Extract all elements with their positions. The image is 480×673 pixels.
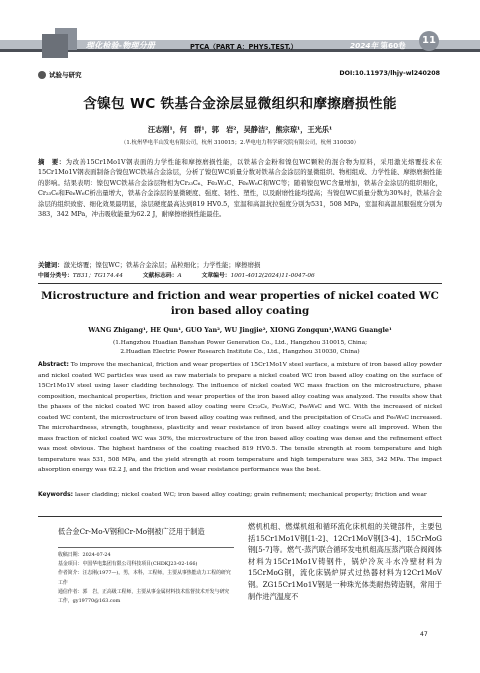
en-authors: WANG Zhigang¹, HE Qun¹, GUO Yan², WU Jingjie², XIONG Zongqun¹,WANG Guangle¹ xyxy=(88,326,392,334)
journal-volume: 第60卷 xyxy=(380,41,406,50)
clc: 中图分类号：TB31；TG174.44 xyxy=(38,273,123,279)
journal-logo-block xyxy=(42,34,68,58)
en-keywords-text: laser cladding; nickel coated WC; iron based alloy coating; grain refinement; mechanical property; friction and wear xyxy=(74,491,427,498)
cn-abstract-label: 摘 要： xyxy=(38,158,66,166)
cn-keywords-text: 激光熔覆；镍包WC；铁基合金涂层；晶粒细化；力学性能；摩擦磨损 xyxy=(63,261,261,269)
journal-header xyxy=(0,0,480,64)
footnote-author: 作者简介：汪志刚(1977—)，男，本科，工程师，主要从事热能动力工程的研究工作 xyxy=(58,570,231,586)
cn-affiliations: （1.杭州华电半山发电有限公司，杭州 310015；2.华电电力科学研究院有限公司，杭州 310030） xyxy=(120,140,360,146)
article-no: 文章编号：1001-4012(2024)11-0047-06 xyxy=(201,273,315,279)
divider-bottom xyxy=(38,516,442,517)
divider xyxy=(38,283,442,284)
en-keywords-label: Keywords: xyxy=(38,491,74,498)
body-right-column: 燃机机组、燃煤机组和循环流化床机组的关键部件，主要包括15Cr1Mo1V钢[1-2]、12Cr1MoV钢[3-4]、15CrMoG钢[5-7]等。燃气-蒸汽联合循环发电机组高压蒸汽联合阀阀体材料为15Cr1Mo1V铸钢件，锅炉冷灰斗水冷壁材料为15CrMoG钢，流化床锅炉屏式过热器材料为12Cr1MoV钢。ZG15Cr1Mo1V钢是一种珠光体类耐热铸造钢，常用于制作进汽温度不 xyxy=(248,522,442,601)
en-title: Microstructure and friction and wear properties of nickel coated WC iron based alloy coating xyxy=(41,290,439,317)
journal-name: PTCA（PART A：PHYS.TEST.） xyxy=(190,43,298,51)
en-affiliation-2: 2.Huadian Electric Power Research Institute Co., Ltd., Hangzhou 310030, China) xyxy=(120,349,360,355)
section-marker-icon xyxy=(38,71,46,79)
issue-badge: 11 xyxy=(419,31,439,51)
page-number: 47 xyxy=(420,631,428,638)
section-tag-text: 试验与研究 xyxy=(49,71,82,79)
journal-year: 2024年 xyxy=(350,41,378,50)
section-tag xyxy=(38,70,82,79)
journal-year-volume xyxy=(350,40,406,51)
en-affiliations xyxy=(38,339,442,357)
footnote-divider xyxy=(58,547,234,548)
footnote-corresponding: 通信作者：郭 岩，正高级工程师，主要从事金属材料技术监督技术开发与研究工作，gy19770@163.com xyxy=(58,588,230,605)
cn-keywords xyxy=(38,260,442,270)
footnote-received: 收稿日期：2024-07-24 xyxy=(58,552,111,558)
en-abstract xyxy=(38,360,442,476)
en-affiliation-1: (1.Hangzhou Huadian Banshan Power Generation Co., Ltd., Hangzhou 310015, China; xyxy=(112,340,368,346)
cn-authors: 汪志刚¹，何 群¹，郭 岩²，吴静洁²，熊宗琼¹，王光乐¹ xyxy=(147,125,333,134)
doi: DOI:10.11973/lhjy-wl240208 xyxy=(339,70,440,77)
cn-keywords-label: 关键词： xyxy=(38,261,64,269)
doc-code: 文献标志码：A xyxy=(142,273,182,279)
footnote-fund: 基金项目：中国华电集团有限公司科技项目(CHDKJ23-02-166) xyxy=(58,561,198,568)
en-abstract-label: Abstract: xyxy=(38,361,69,368)
journal-series: 理化检验-物理分册 xyxy=(86,41,156,50)
body-left-column xyxy=(58,526,234,538)
en-keywords xyxy=(38,490,442,501)
cn-title: 含镍包 WC 铁基合金涂层显微组织和摩擦磨损性能 xyxy=(83,96,397,112)
cn-abstract xyxy=(38,157,442,219)
en-abstract-text: To improve the mechanical, friction and wear properties of 15Cr1Mo1V steel surface, a mixture of iron based alloy powder and nickel coated WC particles was used as raw materials to prepare a nickel coated WC iron based alloy coating on the surface of 15Cr1Mo1V steel using laser cladding technology. The influence of nickel coated WC mass fraction on the microstructure, phase composition, mechanical properties, friction and wear properties of the iron based alloy coating was analyzed. The results show that the phases of the nickel coated WC iron based alloy coating were Cr₂₃C₆, Fe₃W₃C, Fe₆W₆C and WC. With the increased of nickel coated WC content, the microstructure of iron based alloy coating was refined, and the precipitation of Cr₂₃C₆ and Fe₆W₆C increased. The microhardness, strength, toughness, plasticity and wear resistance of iron based alloy coatings were all improved. When the mass fraction of nickel coated WC was 30%, the microstructure of the iron based alloy coating was dense and the refinement effect was most obvious. The highest hardness of the coating reached 819 HV0.5. The tensile strength at room temperature and high temperature was 531, 508 MPa, and the yield strength at room temperature and high temperature was 383, 342 MPa. The impact absorption energy was 62.2 J, and the friction and wear resistance performance was the best. xyxy=(38,361,443,473)
cn-classification xyxy=(38,271,442,281)
footnotes xyxy=(58,551,234,606)
body-left-text: 低合金Cr-Mo-V钢和Cr-Mo钢被广泛用于制造 xyxy=(58,527,205,536)
cn-abstract-text: 为改善15Cr1Mo1V钢表面的力学性能和摩擦磨损性能，以铁基合金粉和镍包WC颗粒的混合物为原料，采用激光熔覆技术在15Cr1Mo1V钢表面制备合镍包WC铁基合金涂层，分析了镍包WC质量分数对铁基合金涂层的显微组织、物相组成、力学性能、摩擦磨损性能的影响。结果表明：镍包WC铁基合金涂层物相为Cr₂₃C₆、Fe₃W₃C、Fe₆W₆C和WC等；随着镍包WC含量增加，铁基合金涂层的组织细化，Cr₂₃C₆和Fe₆W₆C析出量增大，铁基合金涂层的显微硬度、强度、韧性、塑性，以及耐磨性能均提高；当镍包WC质量分数为30%时，铁基合金涂层的组织致密、细化效果最明显，涂层硬度最高达到819 HV0.5，室温和高温抗拉强度分别为531，508 MPa，室温和高温屈服强度分别为383，342 MPa，冲击吸收能量为62.2 J，耐摩擦磨损性能最佳。 xyxy=(38,158,442,219)
